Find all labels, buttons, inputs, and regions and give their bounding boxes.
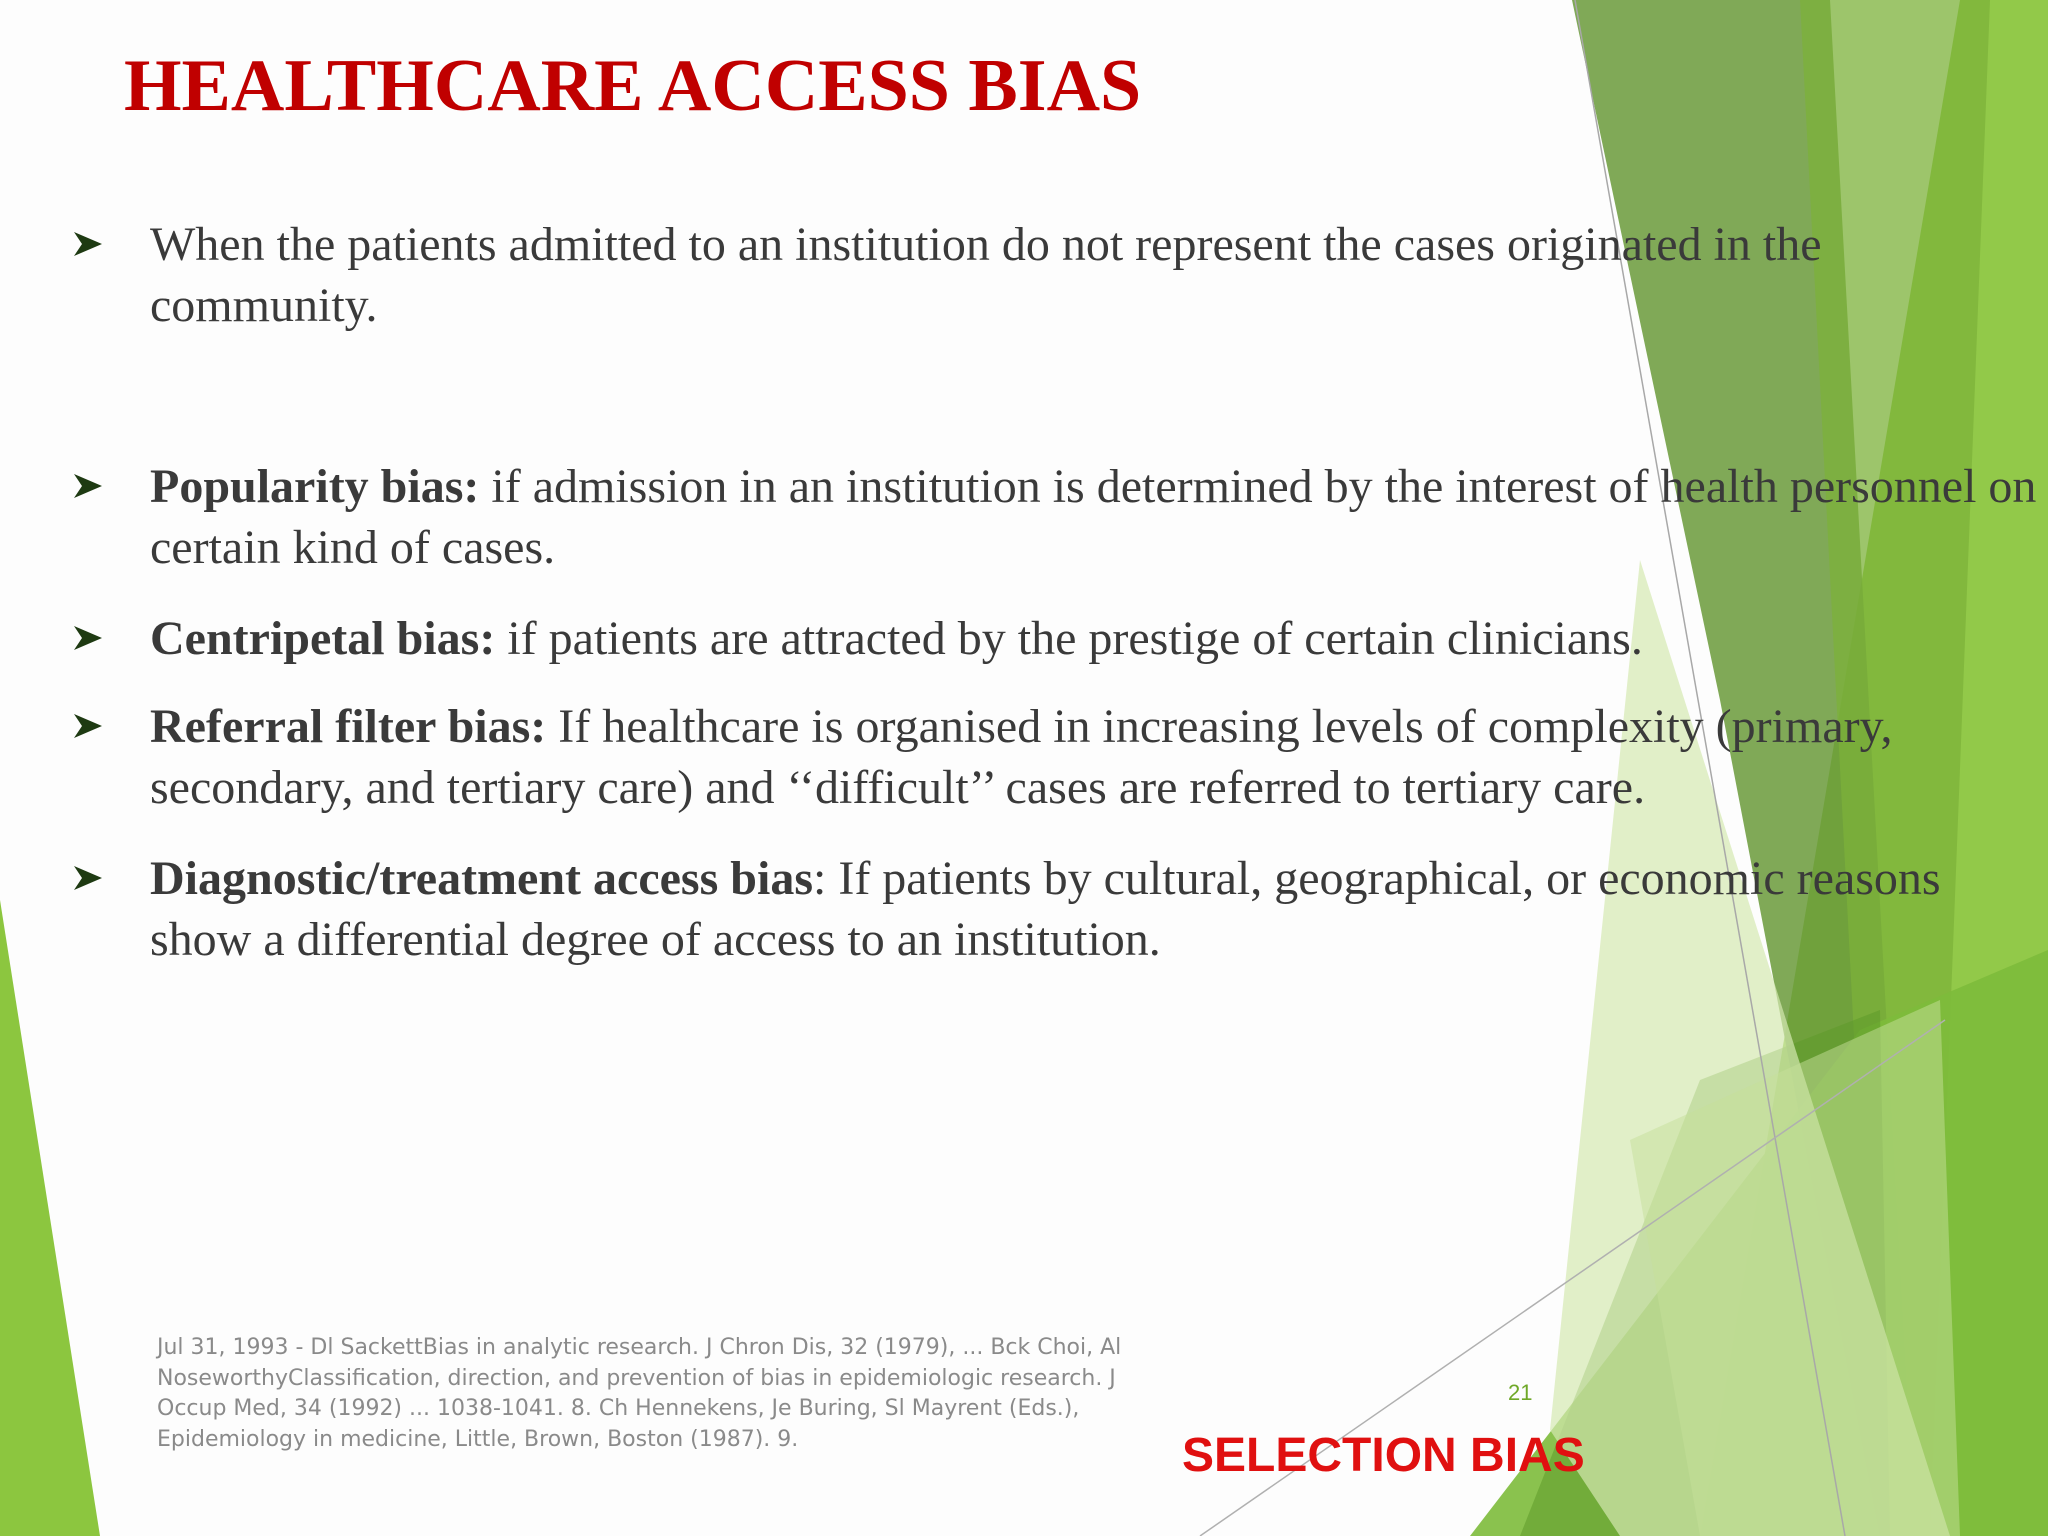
arrow-bullet-icon [70, 710, 106, 742]
arrow-bullet-icon [70, 862, 106, 894]
bullet-text-body: When the patients admitted to an institution do not represent the cases originated in the community. [150, 218, 1822, 332]
page-number: 21 [1508, 1380, 1533, 1405]
arrow-bullet-icon [70, 228, 106, 260]
footer-section-label: SELECTION BIAS [1182, 1429, 1585, 1482]
bullet-term: Centripetal bias: [150, 612, 496, 665]
bullet-term: Popularity bias: [150, 460, 480, 513]
citation-text: Jul 31, 1993 - Dl SackettBias in analytic research. J Chron Dis, 32 (1979), ... Bck Choi, Al NoseworthyClassification, direction, and prevention of bias in epidemiologic research. J Occup Med, 34 (1992) ... 1038-1041. 8. Ch Hennekens, Je Buring, Sl Mayrent (Eds.), Epidemiology in medicine, Little, Brown, Boston (1987). 9. [157, 1335, 1122, 1452]
bullet-text-body: : If patients by cultural, geographical, or economic reasons show a differential degree of access to an institution. [150, 852, 1941, 966]
bullet-text [150, 214, 2040, 336]
arrow-bullet-icon [70, 470, 106, 502]
bullet-text [150, 696, 2040, 818]
bullet-text-body: if patients are attracted by the prestige of certain clinicians. [495, 612, 1643, 665]
slide-title: HEALTHCARE ACCESS BIAS [124, 45, 1142, 127]
bullet-text [150, 456, 2040, 578]
arrow-bullet-icon [70, 622, 106, 654]
bullet-term: Referral filter bias: [150, 700, 547, 753]
bullet-text [150, 608, 2040, 669]
bullet-term: Diagnostic/treatment access bias [150, 852, 813, 905]
bullet-text [150, 848, 2040, 970]
bullet-text-body: if admission in an institution is determined by the interest of health personnel on certain kind of cases. [150, 460, 2037, 574]
bullet-text-body: If healthcare is organised in increasing levels of complexity (primary, secondary, and tertiary care) and ‘‘difficult’’ cases are referred to tertiary care. [150, 700, 1893, 814]
